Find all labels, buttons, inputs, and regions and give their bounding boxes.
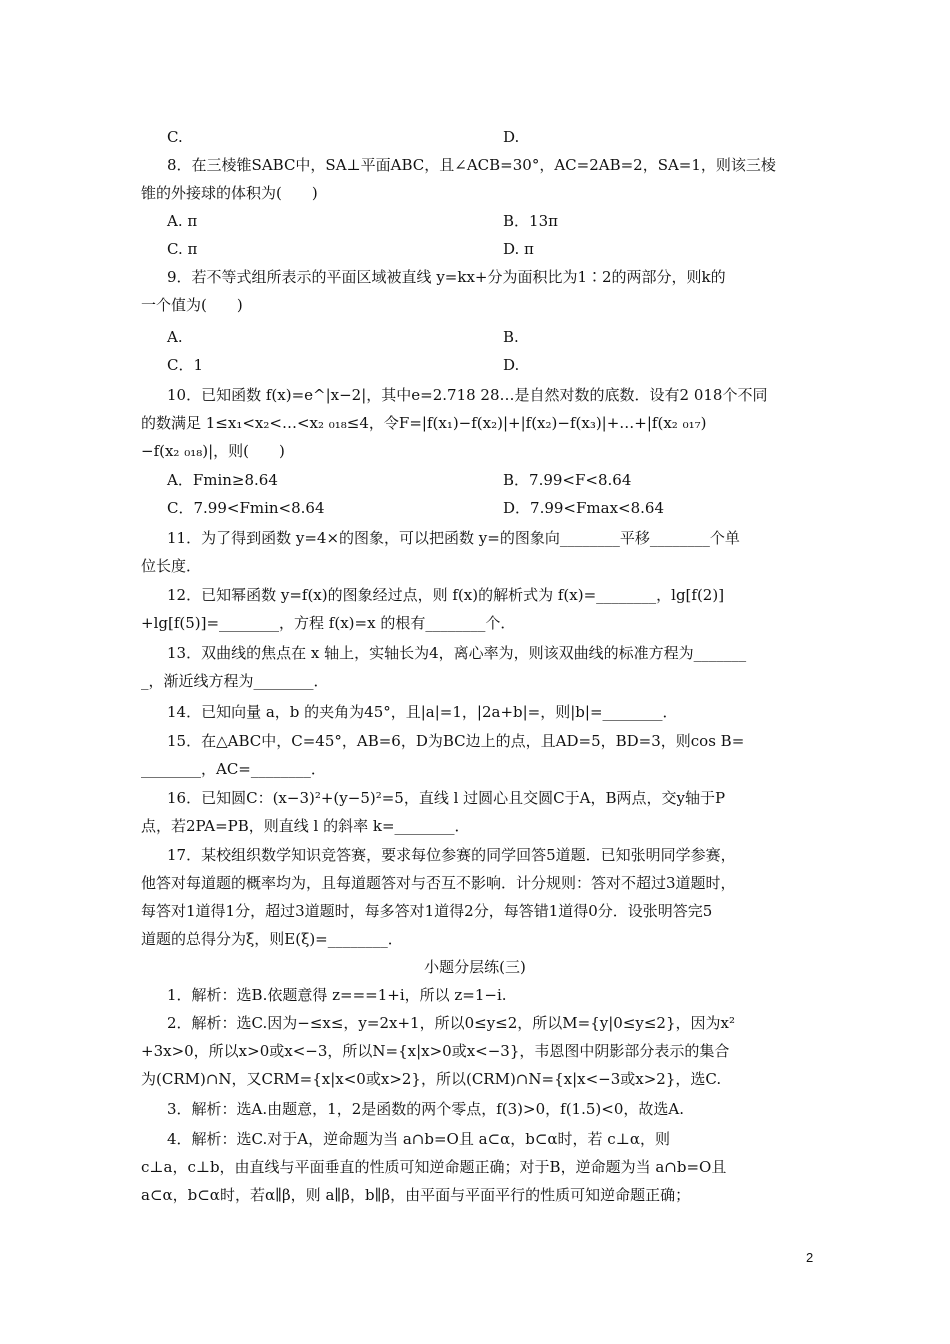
option-a: A．Fmin≥8.64 bbox=[167, 471, 278, 489]
question-17-line: 每答对1道得1分，超过3道题时，每多答对1道得2分，每答错1道得0分．设张明答完5 bbox=[141, 902, 713, 920]
option-d: D．7.99<Fmax<8.64 bbox=[503, 499, 664, 517]
solution-3-line: 3．解析：选A.由题意，1，2是函数的两个零点，f(3)>0，f(1.5)<0，故选A. bbox=[167, 1100, 684, 1118]
option-c: C．1 bbox=[167, 356, 204, 374]
question-16-line: 点，若2PA=PB，则直线 l 的斜率 k=________． bbox=[141, 817, 470, 835]
section-heading: 小题分层练(三) bbox=[424, 958, 526, 976]
option-a: A. bbox=[167, 328, 183, 346]
question-12-line: 12．已知幂函数 y=f(x)的图象经过点，则 f(x)的解析式为 f(x)=________，lg[f(2)] bbox=[167, 586, 725, 604]
option-d: D. bbox=[503, 128, 520, 146]
question-15-line: 15．在△ABC中，C=45°，AB=6，D为BC边上的点，且AD=5，BD=3，则cos B= bbox=[167, 732, 745, 750]
page-number: 2 bbox=[806, 1250, 814, 1265]
option-c: C. π bbox=[167, 240, 198, 258]
question-15-line: ________，AC=________． bbox=[141, 760, 326, 778]
question-9-line: 一个值为( ) bbox=[141, 296, 243, 314]
option-b: B．7.99<F<8.64 bbox=[503, 471, 632, 489]
option-b: B．13π bbox=[503, 212, 558, 230]
solution-1-line: 1．解析：选B.依题意得 z===1+i，所以 z=1−i. bbox=[167, 986, 507, 1004]
solution-4-line: 4．解析：选C.对于A，逆命题为当 a∩b=O且 a⊂α，b⊂α时，若 c⊥α，则 bbox=[167, 1130, 670, 1148]
solution-4-line: a⊂α，b⊂α时，若α∥β，则 a∥β，b∥β，由平面与平面平行的性质可知逆命题正确； bbox=[141, 1186, 691, 1204]
question-13-line: 13．双曲线的焦点在 x 轴上，实轴长为4，离心率为，则该双曲线的标准方程为_______ bbox=[167, 644, 747, 662]
question-17-line: 他答对每道题的概率均为，且每道题答对与否互不影响．计分规则：答对不超过3道题时， bbox=[141, 874, 736, 892]
question-8-line: 8．在三棱锥SABC中，SA⊥平面ABC，且∠ACB=30°，AC=2AB=2，SA=1，则该三棱 bbox=[167, 156, 776, 174]
solution-4-line: c⊥a，c⊥b，由直线与平面垂直的性质可知逆命题正确；对于B，逆命题为当 a∩b=O且 bbox=[141, 1158, 727, 1176]
question-13-line: _，渐近线方程为________． bbox=[141, 672, 329, 690]
solution-2-line: +3x>0，所以x>0或x<−3，所以N={x|x>0或x<−3}，韦恩图中阴影部分表示的集合 bbox=[141, 1042, 730, 1060]
question-10-line: 10．已知函数 f(x)=e^|x−2|，其中e=2.718 28…是自然对数的底数．设有2 018个不同 bbox=[167, 386, 768, 404]
question-10-line: 的数满足 1≤x₁<x₂<…<x₂ ₀₁₈≤4，令F=|f(x₁)−f(x₂)|+|f(x₂)−f(x₃)|+…+|f(x₂ ₀₁₇) bbox=[141, 414, 707, 432]
solution-2-line: 2．解析：选C.因为−≤x≤，y=2x+1，所以0≤y≤2，所以M={y|0≤y≤2}，因为x² bbox=[167, 1014, 735, 1032]
question-17-line: 道题的总得分为ξ，则E(ξ)=________． bbox=[141, 930, 403, 948]
question-10-line: −f(x₂ ₀₁₈)|，则( ) bbox=[141, 442, 285, 460]
option-a: A. π bbox=[167, 212, 198, 230]
option-d: D. π bbox=[503, 240, 534, 258]
question-11-line: 位长度． bbox=[141, 557, 202, 575]
option-c: C. bbox=[167, 128, 183, 146]
question-16-line: 16．已知圆C：(x−3)²+(y−5)²=5，直线 l 过圆心且交圆C于A，B两点，交y轴于P bbox=[167, 789, 726, 807]
question-8-line: 锥的外接球的体积为( ) bbox=[141, 184, 318, 202]
question-17-line: 17．某校组织数学知识竞答赛，要求每位参赛的同学回答5道题．已知张明同学参赛， bbox=[167, 846, 736, 864]
option-b: B. bbox=[503, 328, 519, 346]
option-c: C．7.99<Fmin<8.64 bbox=[167, 499, 325, 517]
solution-2-line: 为(CRM)∩N，又CRM={x|x<0或x>2}，所以(CRM)∩N={x|x<−3或x>2}，选C. bbox=[141, 1070, 722, 1088]
question-14-line: 14．已知向量 a，b 的夹角为45°，且|a|=1，|2a+b|=，则|b|=________． bbox=[167, 703, 678, 721]
option-d: D. bbox=[503, 356, 520, 374]
question-11-line: 11．为了得到函数 y=4×的图象，可以把函数 y=的图象向________平移________个单 bbox=[167, 529, 740, 547]
question-12-line: +lg[f(5)]=________，方程 f(x)=x 的根有________个． bbox=[141, 614, 516, 632]
question-9-line: 9．若不等式组所表示的平面区域被直线 y=kx+分为面积比为1∶2的两部分，则k的 bbox=[167, 268, 726, 286]
